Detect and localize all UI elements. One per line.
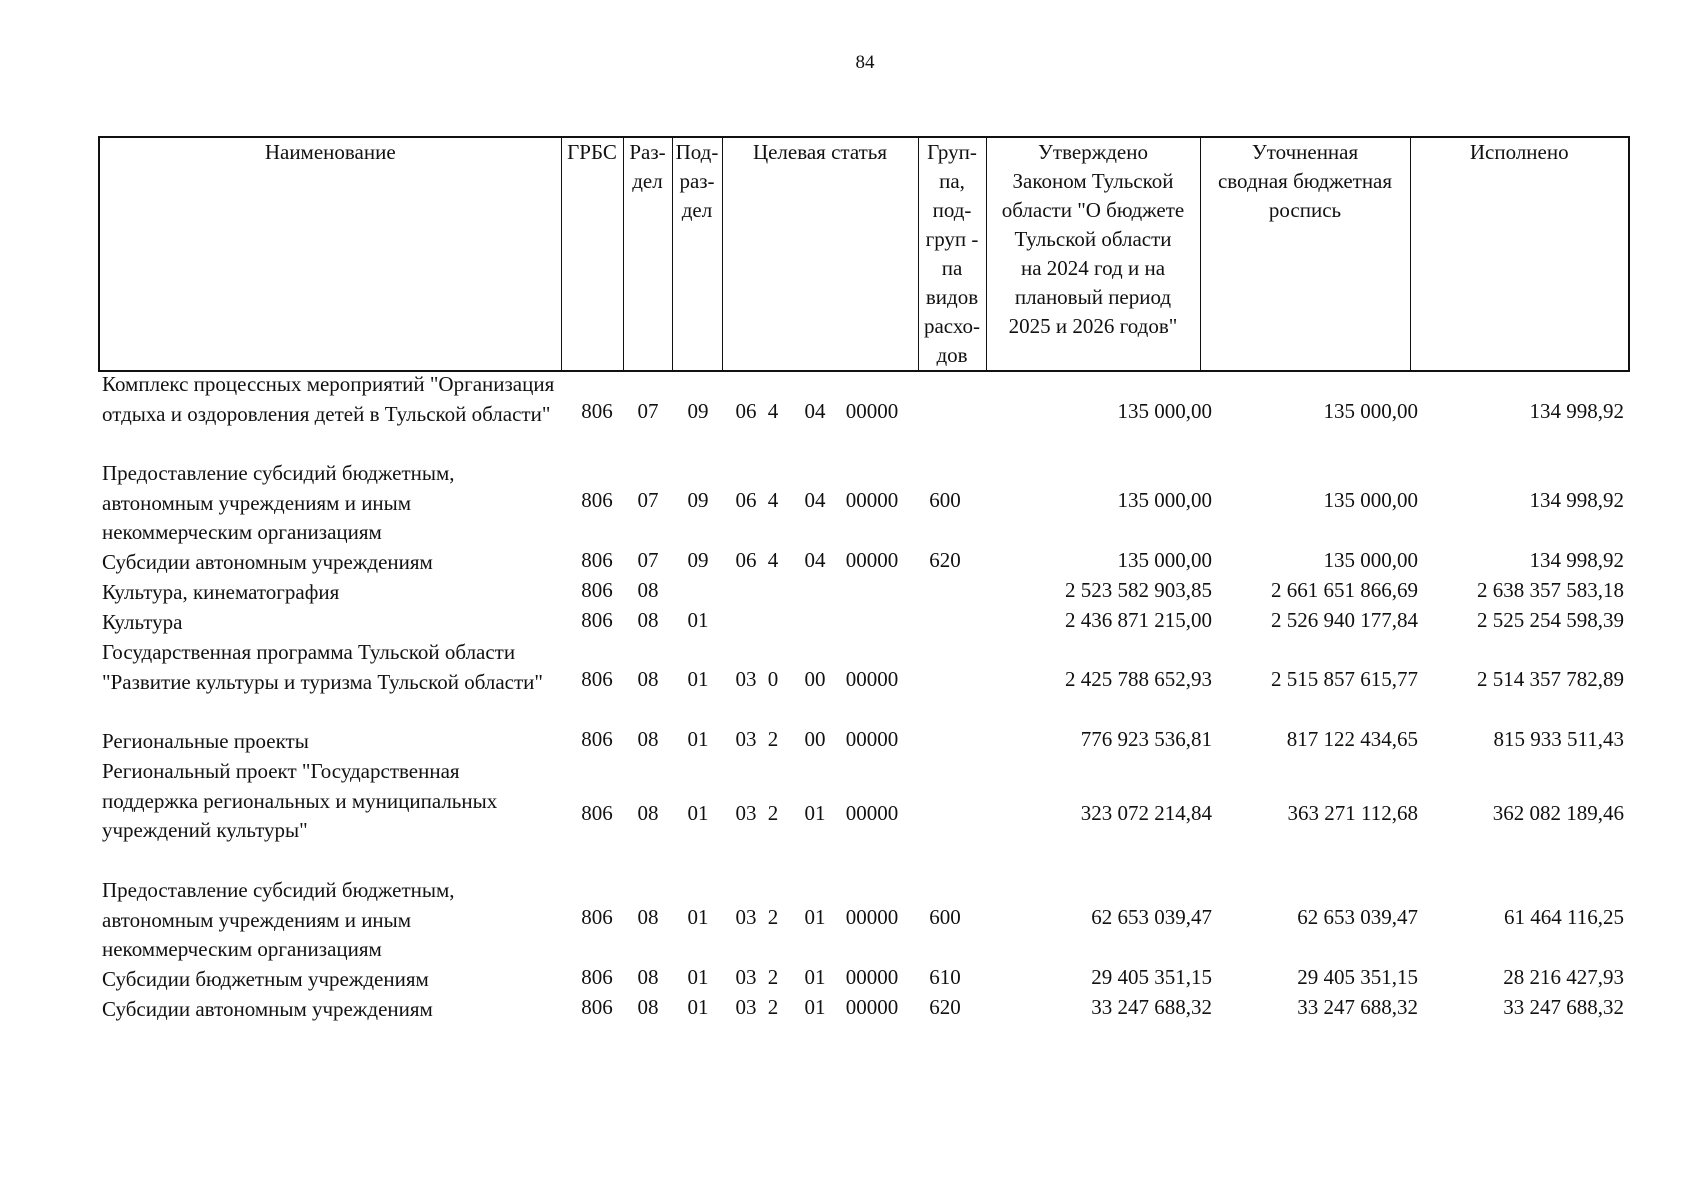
row-grbs: 806 [581, 488, 613, 512]
row-name: Предоставление субсидий бюджетным, автономным учреждениям и иным некоммерческим организациям [102, 461, 455, 544]
row-podrazdel: 01 [687, 608, 709, 632]
row-grbs: 806 [581, 801, 613, 825]
header-grbs: ГРБС [561, 137, 623, 371]
row-target-element: 00 [804, 727, 826, 751]
row-razdel: 08 [637, 608, 659, 632]
row-target-direction: 00000 [845, 801, 899, 825]
row-executed: 2 514 357 782,89 [1477, 667, 1624, 691]
row-name: Субсидии автономным учреждениям [102, 997, 433, 1021]
row-razdel: 08 [637, 667, 659, 691]
row-name: Культура, кинематография [102, 580, 340, 604]
row-name: Региональный проект "Государственная поддержка региональных и муниципальных учреждений культуры" [102, 759, 498, 842]
row-razdel: 07 [637, 548, 659, 572]
row-target-type: 2 [767, 801, 779, 825]
header-razdel: Раз- дел [623, 137, 672, 371]
row-vr: 610 [929, 965, 961, 989]
header-vr: Груп- па, под- груп - па видов расхо- дов [918, 137, 986, 371]
row-target-program: 03 [735, 667, 757, 691]
row-target-type: 0 [767, 667, 779, 691]
row-target-program: 03 [735, 801, 757, 825]
header-refined: Уточненная сводная бюджетная роспись [1200, 137, 1410, 371]
row-podrazdel: 09 [687, 488, 709, 512]
row-vr: 620 [929, 995, 961, 1019]
row-target-element: 04 [804, 488, 826, 512]
row-refined: 363 271 112,68 [1287, 801, 1418, 825]
row-approved: 135 000,00 [1117, 399, 1212, 423]
row-refined: 817 122 434,65 [1286, 727, 1418, 751]
row-target-element: 01 [804, 995, 826, 1019]
header-executed: Исполнено [1410, 137, 1629, 371]
row-podrazdel: 09 [687, 399, 709, 423]
row-approved: 33 247 688,32 [1091, 995, 1212, 1019]
row-vr: 600 [929, 488, 961, 512]
row-executed: 28 216 427,93 [1503, 965, 1624, 989]
row-target-element: 04 [804, 548, 826, 572]
row-approved: 2 523 582 903,85 [1065, 578, 1212, 602]
row-target-program: 03 [735, 965, 757, 989]
row-razdel: 07 [637, 399, 659, 423]
row-razdel: 08 [637, 995, 659, 1019]
row-target-type: 2 [767, 995, 779, 1019]
row-refined: 33 247 688,32 [1297, 995, 1418, 1019]
row-target-element: 01 [804, 905, 826, 929]
row-podrazdel: 01 [687, 801, 709, 825]
row-refined: 135 000,00 [1323, 399, 1418, 423]
header-name: Наименование [99, 137, 561, 371]
row-target-direction: 00000 [845, 488, 899, 512]
row-target-direction: 00000 [845, 667, 899, 691]
row-target-type: 2 [767, 905, 779, 929]
row-grbs: 806 [581, 667, 613, 691]
row-approved: 135 000,00 [1117, 548, 1212, 572]
row-vr: 600 [929, 905, 961, 929]
row-grbs: 806 [581, 608, 613, 632]
row-executed: 2 525 254 598,39 [1477, 608, 1624, 632]
row-grbs: 806 [581, 727, 613, 751]
row-target-program: 03 [735, 995, 757, 1019]
row-grbs: 806 [581, 399, 613, 423]
row-razdel: 08 [637, 727, 659, 751]
row-target-direction: 00000 [845, 965, 899, 989]
table-header [98, 136, 1630, 372]
row-razdel: 08 [637, 905, 659, 929]
row-refined: 62 653 039,47 [1297, 905, 1418, 929]
header-target: Целевая статья [722, 137, 918, 371]
row-target-type: 4 [767, 488, 779, 512]
row-target-type: 2 [767, 727, 779, 751]
row-refined: 2 526 940 177,84 [1271, 608, 1418, 632]
row-executed: 134 998,92 [1529, 399, 1624, 423]
row-target-direction: 00000 [845, 399, 899, 423]
row-target-type: 4 [767, 399, 779, 423]
row-approved: 776 923 536,81 [1080, 727, 1212, 751]
row-executed: 815 933 511,43 [1493, 727, 1624, 751]
row-grbs: 806 [581, 578, 613, 602]
row-vr: 620 [929, 548, 961, 572]
row-approved: 29 405 351,15 [1091, 965, 1212, 989]
row-target-element: 01 [804, 965, 826, 989]
row-target-type: 2 [767, 965, 779, 989]
row-executed: 2 638 357 583,18 [1477, 578, 1624, 602]
row-podrazdel: 01 [687, 995, 709, 1019]
row-target-type: 4 [767, 548, 779, 572]
row-approved: 2 436 871 215,00 [1065, 608, 1212, 632]
row-podrazdel: 09 [687, 548, 709, 572]
row-target-direction: 00000 [845, 727, 899, 751]
row-name: Региональные проекты [102, 729, 309, 753]
row-podrazdel: 01 [687, 727, 709, 751]
row-podrazdel: 01 [687, 905, 709, 929]
row-name: Комплекс процессных мероприятий "Организация отдыха и оздоровления детей в Тульской области" [102, 372, 555, 426]
row-approved: 323 072 214,84 [1080, 801, 1212, 825]
row-executed: 33 247 688,32 [1503, 995, 1624, 1019]
row-name: Субсидии бюджетным учреждениям [102, 967, 429, 991]
header-podrazdel: Под- раз- дел [672, 137, 722, 371]
row-razdel: 08 [637, 965, 659, 989]
row-target-direction: 00000 [845, 548, 899, 572]
row-refined: 29 405 351,15 [1297, 965, 1418, 989]
row-podrazdel: 01 [687, 965, 709, 989]
row-target-element: 00 [804, 667, 826, 691]
row-target-program: 06 [735, 488, 757, 512]
row-target-element: 04 [804, 399, 826, 423]
row-podrazdel: 01 [687, 667, 709, 691]
row-razdel: 08 [637, 801, 659, 825]
row-grbs: 806 [581, 965, 613, 989]
row-target-program: 06 [735, 548, 757, 572]
row-approved: 135 000,00 [1117, 488, 1212, 512]
row-target-element: 01 [804, 801, 826, 825]
row-target-program: 06 [735, 399, 757, 423]
row-executed: 61 464 116,25 [1504, 905, 1624, 929]
row-executed: 362 082 189,46 [1492, 801, 1624, 825]
row-executed: 134 998,92 [1529, 488, 1624, 512]
row-grbs: 806 [581, 905, 613, 929]
row-refined: 2 661 651 866,69 [1271, 578, 1418, 602]
row-approved: 2 425 788 652,93 [1065, 667, 1212, 691]
row-grbs: 806 [581, 548, 613, 572]
page-number: 84 [855, 52, 875, 73]
row-target-program: 03 [735, 727, 757, 751]
row-refined: 2 515 857 615,77 [1271, 667, 1418, 691]
row-executed: 134 998,92 [1529, 548, 1624, 572]
row-name: Предоставление субсидий бюджетным, автономным учреждениям и иным некоммерческим организациям [102, 878, 455, 961]
row-refined: 135 000,00 [1323, 488, 1418, 512]
row-approved: 62 653 039,47 [1091, 905, 1212, 929]
row-target-program: 03 [735, 905, 757, 929]
row-razdel: 07 [637, 488, 659, 512]
row-razdel: 08 [637, 578, 659, 602]
header-approved: Утверждено Законом Тульской области "О бюджете Тульской области на 2024 год и на плановый период 2025 и 2026 годов" [986, 137, 1200, 371]
row-name: Государственная программа Тульской области "Развитие культуры и туризма Тульской области" [102, 640, 543, 694]
row-grbs: 806 [581, 995, 613, 1019]
row-target-direction: 00000 [845, 905, 899, 929]
row-target-direction: 00000 [845, 995, 899, 1019]
row-refined: 135 000,00 [1323, 548, 1418, 572]
row-name: Культура [102, 610, 183, 634]
row-name: Субсидии автономным учреждениям [102, 550, 433, 574]
